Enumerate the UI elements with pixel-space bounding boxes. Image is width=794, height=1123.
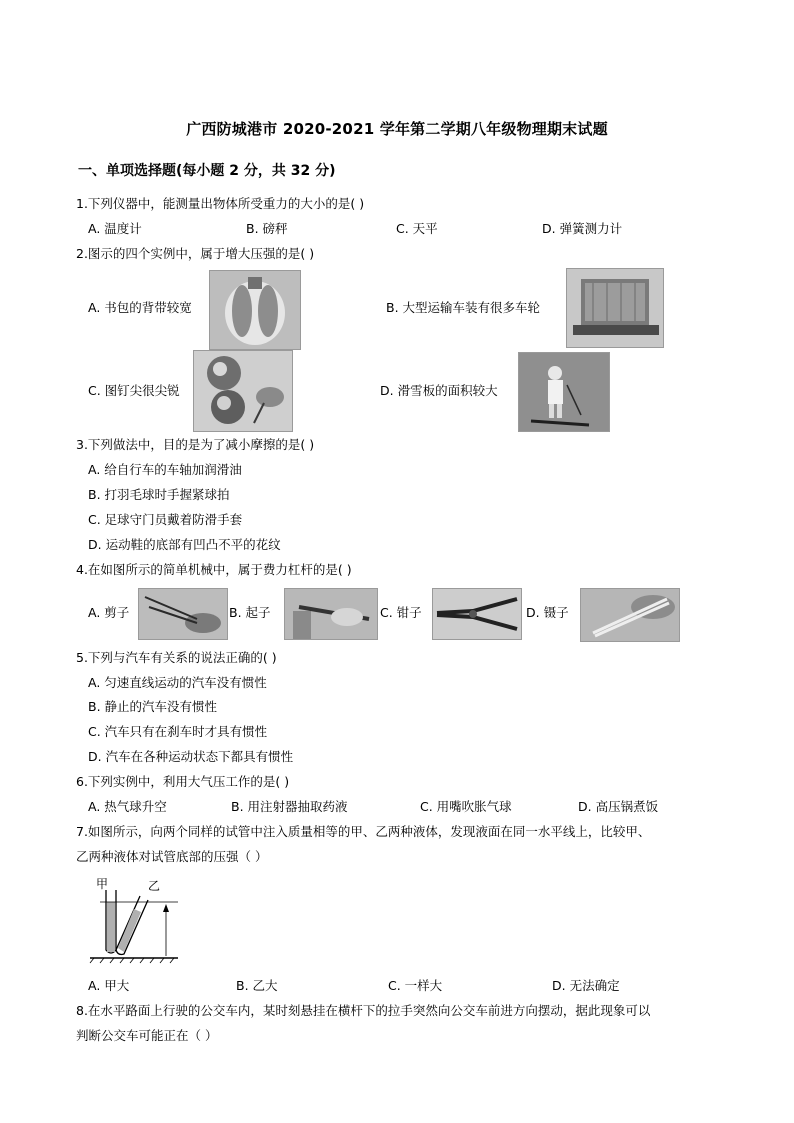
tweezers-photo xyxy=(580,588,680,642)
question-5-option-a: A. 匀速直线运动的汽车没有惯性 xyxy=(88,675,267,690)
label-yi: 乙 xyxy=(148,879,161,893)
label-jia: 甲 xyxy=(96,877,109,891)
question-7-option-d: D. 无法确定 xyxy=(552,978,620,993)
question-6-option-a: A. 热气球升空 xyxy=(88,799,167,814)
question-7-option-c: C. 一样大 xyxy=(388,978,443,993)
question-2-option-b: B. 大型运输车装有很多车轮 xyxy=(386,300,541,315)
question-4-option-a: A. 剪子 xyxy=(88,605,130,620)
question-8-stem-line2: 判断公交车可能正在（ ） xyxy=(76,1028,218,1043)
pliers-photo xyxy=(432,588,522,640)
question-3-option-b: B. 打羽毛球时手握紧球拍 xyxy=(88,487,230,502)
question-3-option-a: A. 给自行车的车轴加润滑油 xyxy=(88,462,242,477)
question-1-stem: 1.下列仪器中，能测量出物体所受重力的大小的是( ) xyxy=(76,196,365,211)
question-6-stem: 6.下列实例中，利用大气压工作的是( ) xyxy=(76,774,290,789)
question-3-stem: 3.下列做法中，目的是为了减小摩擦的是( ) xyxy=(76,437,315,452)
question-3-option-d: D. 运动鞋的底部有凹凸不平的花纹 xyxy=(88,537,281,552)
question-4-option-c: C. 钳子 xyxy=(380,605,422,620)
thumbtack-photo xyxy=(193,350,293,432)
question-3-option-c: C. 足球守门员戴着防滑手套 xyxy=(88,512,243,527)
question-6-option-d: D. 高压锅煮饭 xyxy=(578,799,659,814)
section-heading: 一、单项选择题(每小题 2 分，共 32 分) xyxy=(78,163,336,179)
question-4-option-b: B. 起子 xyxy=(229,605,271,620)
question-1-option-d: D. 弹簧测力计 xyxy=(542,221,623,236)
question-7-stem-line2: 乙两种液体对试管底部的压强（ ） xyxy=(76,849,268,864)
question-5-option-d: D. 汽车在各种运动状态下都具有惯性 xyxy=(88,749,294,764)
ski-photo xyxy=(518,352,610,432)
question-2-option-d: D. 滑雪板的面积较大 xyxy=(380,383,498,398)
question-1-option-c: C. 天平 xyxy=(396,221,438,236)
question-7-option-b: B. 乙大 xyxy=(236,978,278,993)
question-2-option-a: A. 书包的背带较宽 xyxy=(88,300,192,315)
test-tube-diagram xyxy=(86,876,182,964)
question-4-stem: 4.在如图所示的简单机械中，属于费力杠杆的是( ) xyxy=(76,562,352,577)
page-title: 广西防城港市 2020-2021 学年第二学期八年级物理期末试题 xyxy=(186,120,608,138)
question-2-stem: 2.图示的四个实例中，属于增大压强的是( ) xyxy=(76,246,315,261)
backpack-photo xyxy=(209,270,301,350)
scissors-photo xyxy=(138,588,228,640)
question-4-option-d: D. 镊子 xyxy=(526,605,569,620)
bottle-opener-photo xyxy=(284,588,378,640)
question-2-option-c: C. 图钉尖很尖锐 xyxy=(88,383,180,398)
question-7-stem-line1: 7.如图所示，向两个同样的试管中注入质量相等的甲、乙两种液体，发现液面在同一水平线上，比较甲、 xyxy=(76,824,651,839)
question-5-stem: 5.下列与汽车有关系的说法正确的( ) xyxy=(76,650,277,665)
question-5-option-b: B. 静止的汽车没有惯性 xyxy=(88,699,218,714)
question-6-option-b: B. 用注射器抽取药液 xyxy=(231,799,348,814)
transport-truck-photo xyxy=(566,268,664,348)
question-1-option-a: A. 温度计 xyxy=(88,221,142,236)
question-5-option-c: C. 汽车只有在刹车时才具有惯性 xyxy=(88,724,268,739)
question-1-option-b: B. 磅秤 xyxy=(246,221,288,236)
question-8-stem-line1: 8.在水平路面上行驶的公交车内，某时刻悬挂在横杆下的拉手突然向公交车前进方向摆动，据此现象可以 xyxy=(76,1003,651,1018)
question-6-option-c: C. 用嘴吹胀气球 xyxy=(420,799,512,814)
question-7-option-a: A. 甲大 xyxy=(88,978,130,993)
